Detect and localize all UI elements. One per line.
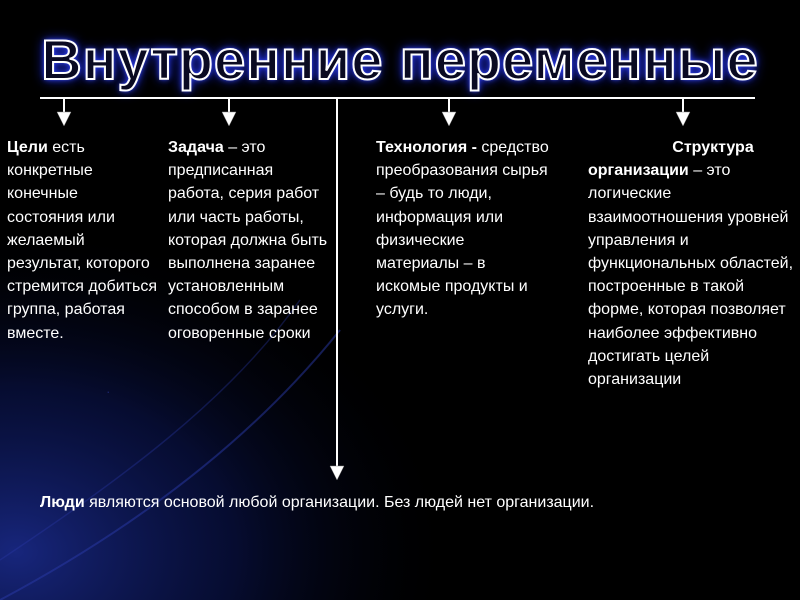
text-task: – это предписанная работа, серия работ или часть работы, которая должна быть выполнена заранее установленным способом в заранее оговоренные сроки: [168, 139, 328, 342]
column-task: [168, 136, 328, 345]
term-structure-rest: организации: [588, 162, 689, 180]
column-goals: [7, 136, 157, 345]
arrow-1-icon: [57, 98, 71, 126]
term-structure-wrap: [588, 136, 798, 159]
arrow-2-icon: [222, 98, 236, 126]
arrow-4-icon: [676, 98, 690, 126]
text-structure: – это логические взаимоотношения уровней управления и функциональных областей, построенные в такой форме, которая позволяет наиболее эффективно достигать целей организации: [588, 162, 794, 389]
term-people: Люди: [40, 494, 85, 511]
arrow-3-icon: [442, 98, 456, 126]
arrow-center-icon: [330, 98, 344, 480]
text-technology: средство преобразования сырья – будь то люди, информация или физические материалы – в искомые продукты и услуги.: [376, 139, 549, 319]
term-goals: Цели: [7, 139, 48, 156]
column-structure: [588, 136, 798, 391]
term-task: Задача: [168, 139, 224, 156]
footer-statement: [40, 494, 780, 512]
column-technology: [376, 136, 551, 322]
term-technology: Технология -: [376, 139, 477, 156]
term-structure: Структура: [672, 139, 754, 156]
text-people: являются основой любой организации. Без людей нет организации.: [84, 494, 595, 511]
text-goals: есть конкретные конечные состояния или желаемый результат, которого стремится добиться группа, работая вместе.: [7, 139, 157, 342]
page-title: Внутренние переменные: [41, 28, 759, 91]
